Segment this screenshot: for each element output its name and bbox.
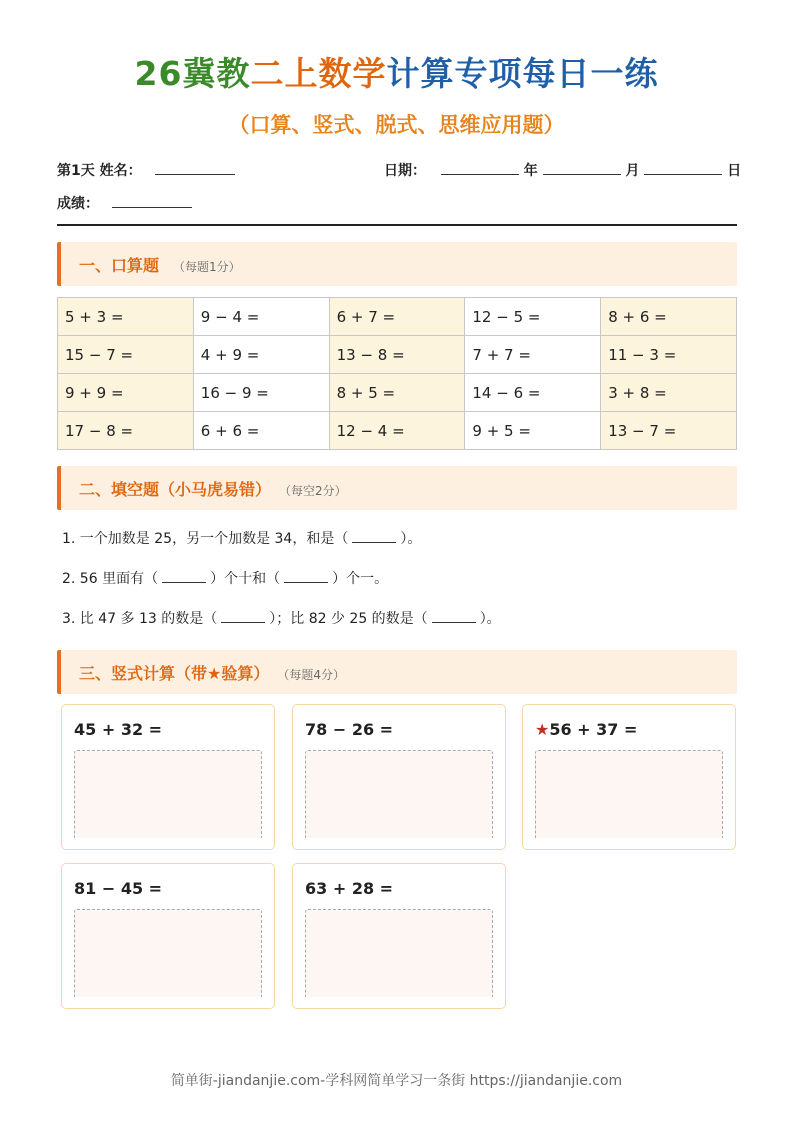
score-blank[interactable] <box>112 197 192 208</box>
page-footer: 简单街-jiandanjie.com-学科网简单学习一条街 https://jiandanjie.com <box>170 1073 623 1089</box>
name-row <box>57 160 235 180</box>
title-part-3: 计算专项每日一练 <box>386 54 659 93</box>
fill-question-1 <box>62 528 421 548</box>
oral-cell: 14 − 6 = <box>465 374 601 412</box>
section-vertical-note: （每题4分） <box>283 668 345 682</box>
header-divider <box>57 224 737 226</box>
page-title <box>0 52 793 96</box>
date-row <box>384 160 741 180</box>
oral-cell: 3 + 8 = <box>601 374 737 412</box>
section-vertical-title <box>79 661 345 684</box>
oral-cell: 6 + 6 = <box>193 412 329 450</box>
vertical-problem-equation: 78 − 26 = <box>305 720 394 739</box>
table-row <box>58 298 737 336</box>
month-label: 月 <box>625 163 640 179</box>
fill-question-2 <box>62 568 388 588</box>
vertical-problem-card <box>61 704 275 850</box>
work-area[interactable] <box>305 750 493 838</box>
star-icon: ★ <box>535 720 550 739</box>
work-area[interactable] <box>305 909 493 997</box>
oral-cell: 12 − 4 = <box>329 412 465 450</box>
answer-blank[interactable] <box>284 572 328 583</box>
vertical-problem-equation-text: 56 + 37 = <box>549 720 638 739</box>
section-vertical-title-text: 三、竖式计算（带★验算） <box>79 664 270 683</box>
oral-cell: 13 − 7 = <box>601 412 737 450</box>
oral-cell: 17 − 8 = <box>58 412 194 450</box>
vertical-problem-card <box>522 704 736 850</box>
answer-blank[interactable] <box>162 572 206 583</box>
fill-q2-text-b: ）个十和（ <box>210 571 281 587</box>
day-label: 日 <box>727 163 742 179</box>
section-oral-title-text: 一、口算题 <box>79 256 160 275</box>
page-subtitle: （口算、竖式、脱式、思维应用题） <box>228 113 565 137</box>
date-label: 日期： <box>384 163 426 179</box>
score-row <box>57 193 192 213</box>
table-row <box>58 412 737 450</box>
work-area[interactable] <box>74 750 262 838</box>
section-vertical-header <box>57 650 737 694</box>
section-oral-title <box>79 253 241 276</box>
oral-cell: 5 + 3 = <box>58 298 194 336</box>
oral-cell: 16 − 9 = <box>193 374 329 412</box>
answer-blank[interactable] <box>432 612 476 623</box>
work-area[interactable] <box>74 909 262 997</box>
oral-cell: 9 + 9 = <box>58 374 194 412</box>
oral-cell: 8 + 6 = <box>601 298 737 336</box>
vertical-problem-equation <box>535 720 637 739</box>
section-oral-note: （每题1分） <box>173 260 241 274</box>
table-row <box>58 336 737 374</box>
fill-q1-text-b: ）。 <box>400 531 422 547</box>
oral-cell: 7 + 7 = <box>465 336 601 374</box>
section-fill-title-text: 二、填空题（小马虎易错） <box>79 480 272 499</box>
oral-cell: 15 − 7 = <box>58 336 194 374</box>
answer-blank[interactable] <box>352 532 396 543</box>
section-fill-note: （每空2分） <box>285 484 347 498</box>
vertical-problem-equation: 81 − 45 = <box>74 879 163 898</box>
work-area[interactable] <box>535 750 723 838</box>
table-row <box>58 374 737 412</box>
fill-q3-text-c: ）。 <box>479 611 501 627</box>
oral-table <box>57 297 737 450</box>
oral-cell: 8 + 5 = <box>329 374 465 412</box>
year-label: 年 <box>523 163 538 179</box>
oral-cell: 12 − 5 = <box>465 298 601 336</box>
fill-q2-text-a: 2. 56 里面有（ <box>62 571 159 587</box>
vertical-problem-card <box>292 704 506 850</box>
oral-cell: 4 + 9 = <box>193 336 329 374</box>
vertical-problem-equation: 63 + 28 = <box>305 879 394 898</box>
section-fill-header <box>57 466 737 510</box>
vertical-problem-equation: 45 + 32 = <box>74 720 163 739</box>
score-label: 成绩： <box>57 196 99 212</box>
oral-cell: 9 − 4 = <box>193 298 329 336</box>
day-name-label: 第1天 姓名： <box>57 163 142 179</box>
section-fill-title <box>79 477 347 500</box>
name-blank[interactable] <box>155 164 235 175</box>
day-blank[interactable] <box>644 164 722 175</box>
oral-cell: 13 − 8 = <box>329 336 465 374</box>
month-blank[interactable] <box>543 164 621 175</box>
vertical-problem-card <box>61 863 275 1009</box>
vertical-problem-card <box>292 863 506 1009</box>
fill-q2-text-c: ）个一。 <box>332 571 389 587</box>
title-part-1: 26冀教 <box>134 54 251 93</box>
fill-q1-text-a: 1. 一个加数是 25，另一个加数是 34，和是（ <box>62 531 349 547</box>
oral-cell: 11 − 3 = <box>601 336 737 374</box>
fill-question-3 <box>62 608 501 628</box>
answer-blank[interactable] <box>221 612 265 623</box>
title-part-2: 二上数学 <box>250 54 387 93</box>
fill-q3-text-b: ）；比 82 少 25 的数是（ <box>269 611 428 627</box>
year-blank[interactable] <box>441 164 519 175</box>
section-oral-header <box>57 242 737 286</box>
oral-cell: 6 + 7 = <box>329 298 465 336</box>
oral-cell: 9 + 5 = <box>465 412 601 450</box>
fill-q3-text-a: 3. 比 47 多 13 的数是（ <box>62 611 218 627</box>
